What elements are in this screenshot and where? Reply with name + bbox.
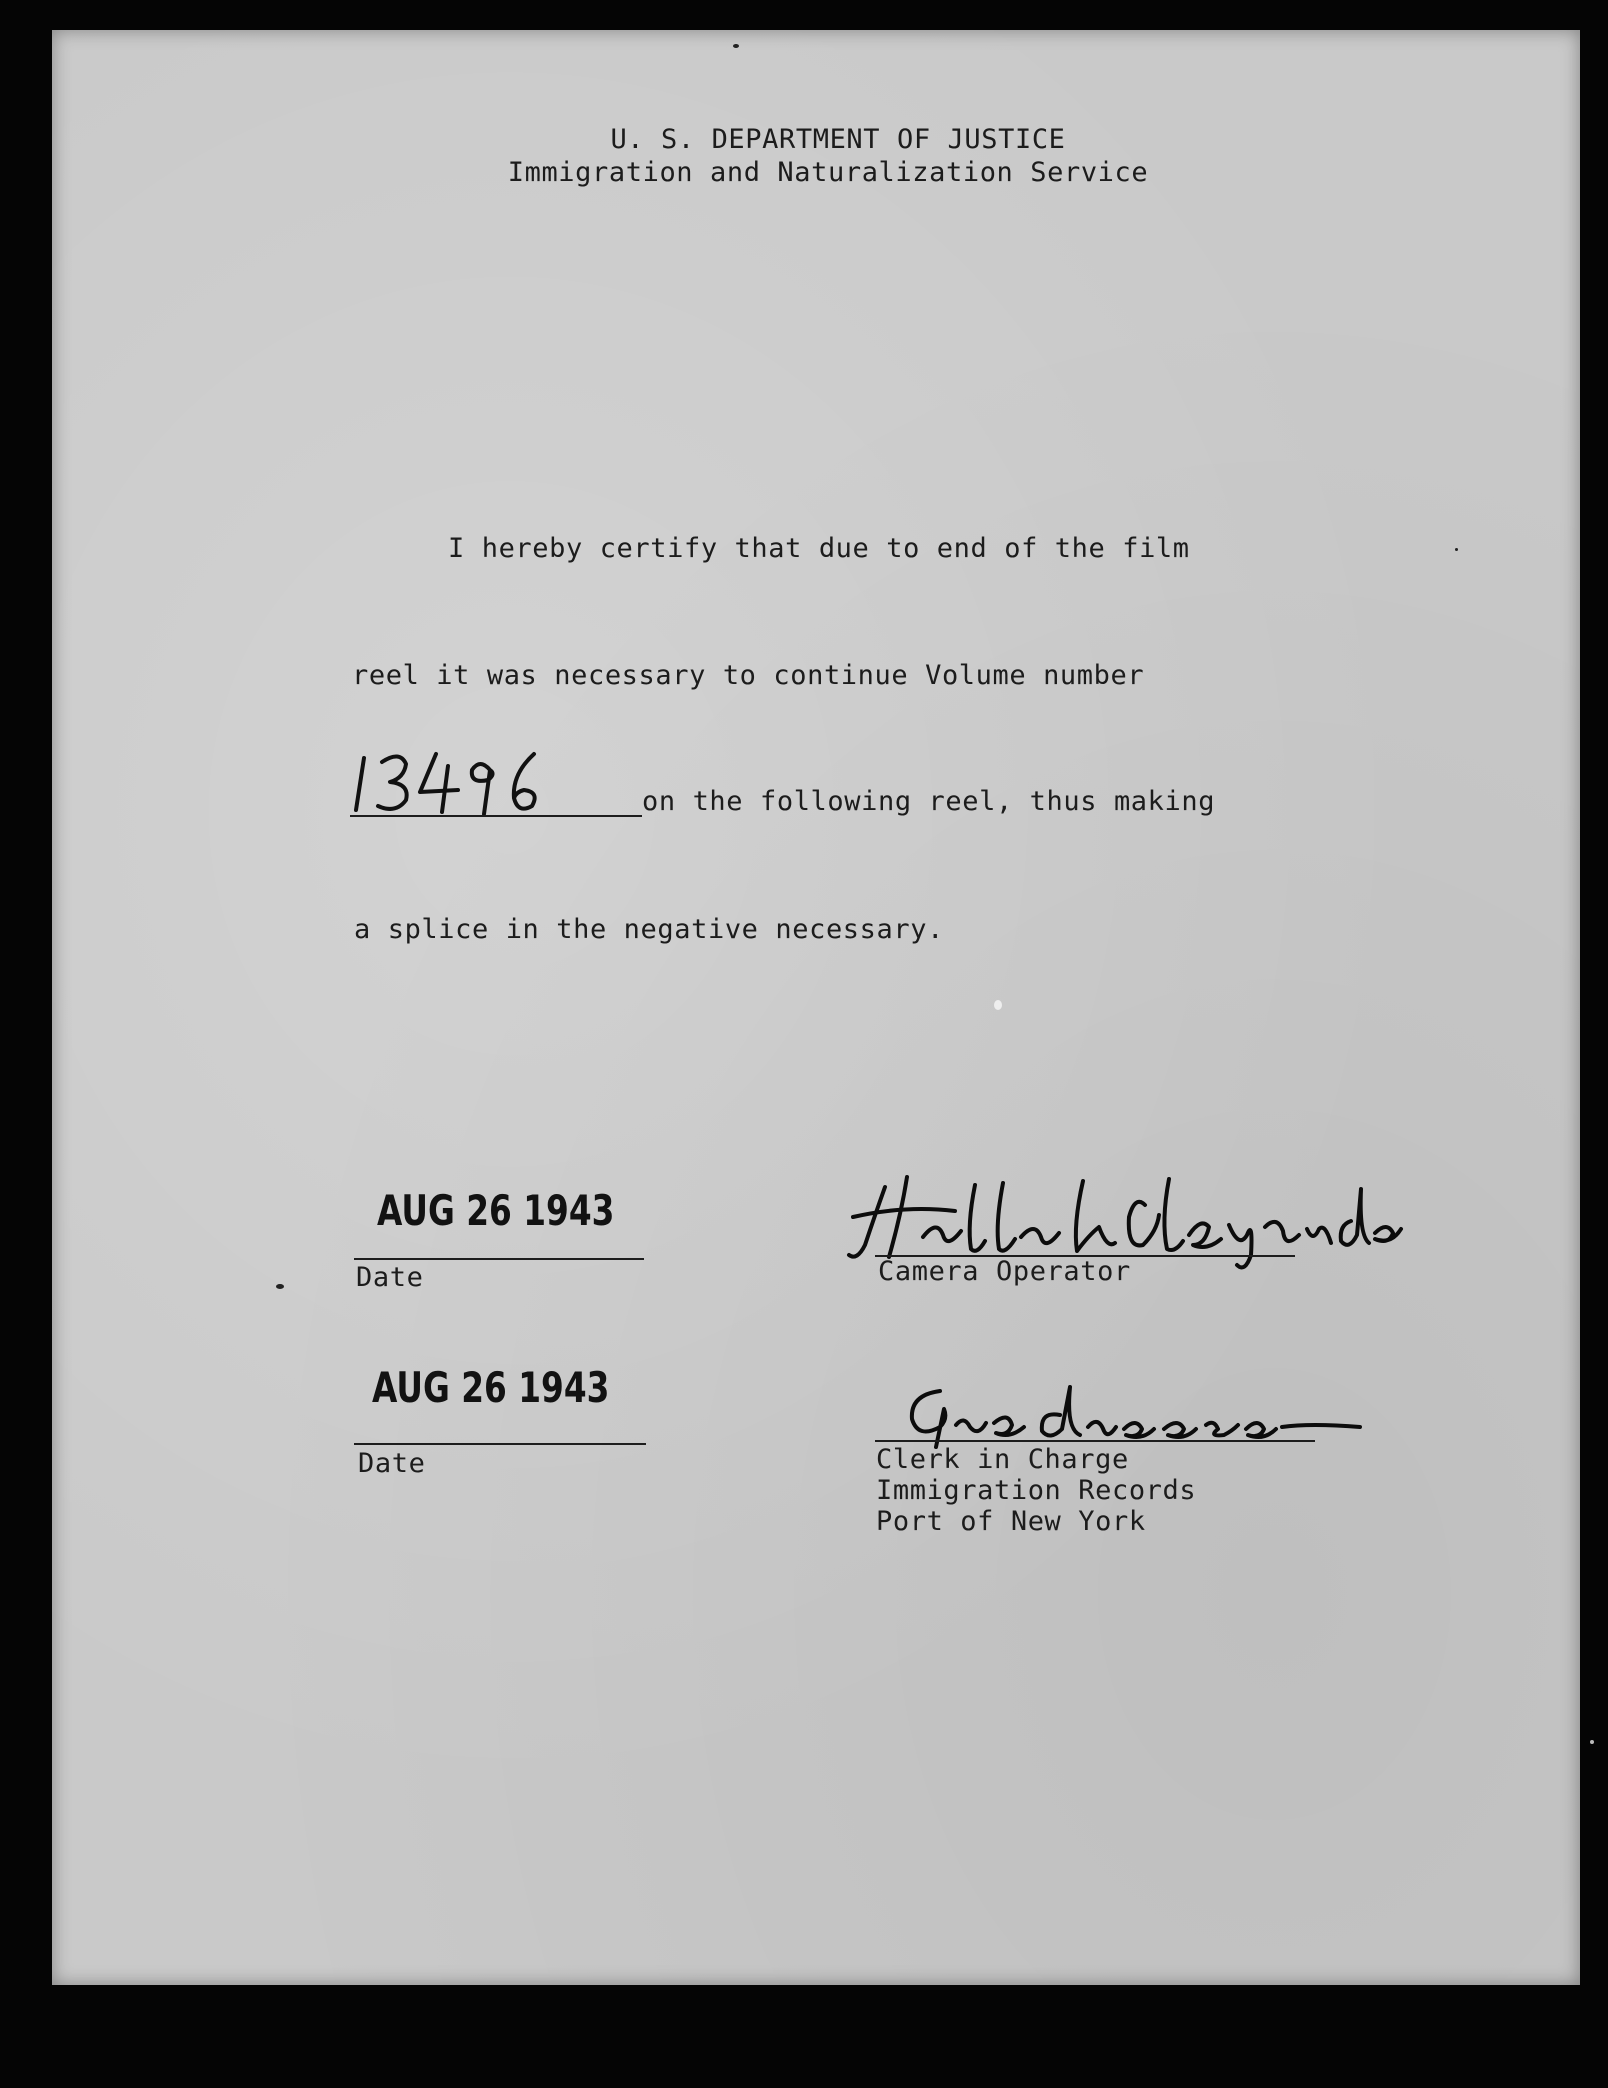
- certification-line-3: on the following reel, thus making: [642, 786, 1216, 817]
- certification-line-2: reel it was necessary to continue Volume number: [352, 660, 1145, 691]
- clerk-title-line-2: Immigration Records: [876, 1475, 1197, 1506]
- date-1-label: Date: [356, 1262, 424, 1293]
- service-heading: Immigration and Naturalization Service: [507, 157, 1149, 188]
- volume-number-underline: [350, 815, 642, 817]
- department-heading: U. S. DEPARTMENT OF JUSTICE: [610, 124, 1066, 155]
- date-1-line: [354, 1258, 644, 1260]
- film-speck: [1590, 1740, 1594, 1744]
- clerk-title-line-3: Port of New York: [876, 1506, 1146, 1537]
- date-stamp-1: AUG 26 1943: [377, 1186, 615, 1235]
- date-2-label: Date: [358, 1448, 426, 1479]
- clerk-line: [875, 1440, 1315, 1442]
- date-2-line: [354, 1443, 646, 1445]
- clerk-title-line-1: Clerk in Charge: [876, 1444, 1129, 1475]
- film-speck: [733, 44, 739, 48]
- certification-line-4: a splice in the negative necessary.: [354, 914, 944, 945]
- document-page: [52, 30, 1580, 1985]
- camera-operator-label: Camera Operator: [878, 1256, 1131, 1287]
- volume-number-handwritten: [348, 740, 648, 820]
- film-speck: [276, 1284, 284, 1289]
- film-speck: [1455, 548, 1458, 551]
- film-speck: [994, 1000, 1002, 1010]
- date-stamp-2: AUG 26 1943: [372, 1363, 610, 1412]
- certification-line-1: I hereby certify that due to end of the film: [448, 533, 1190, 564]
- clerk-signature: [890, 1375, 1370, 1455]
